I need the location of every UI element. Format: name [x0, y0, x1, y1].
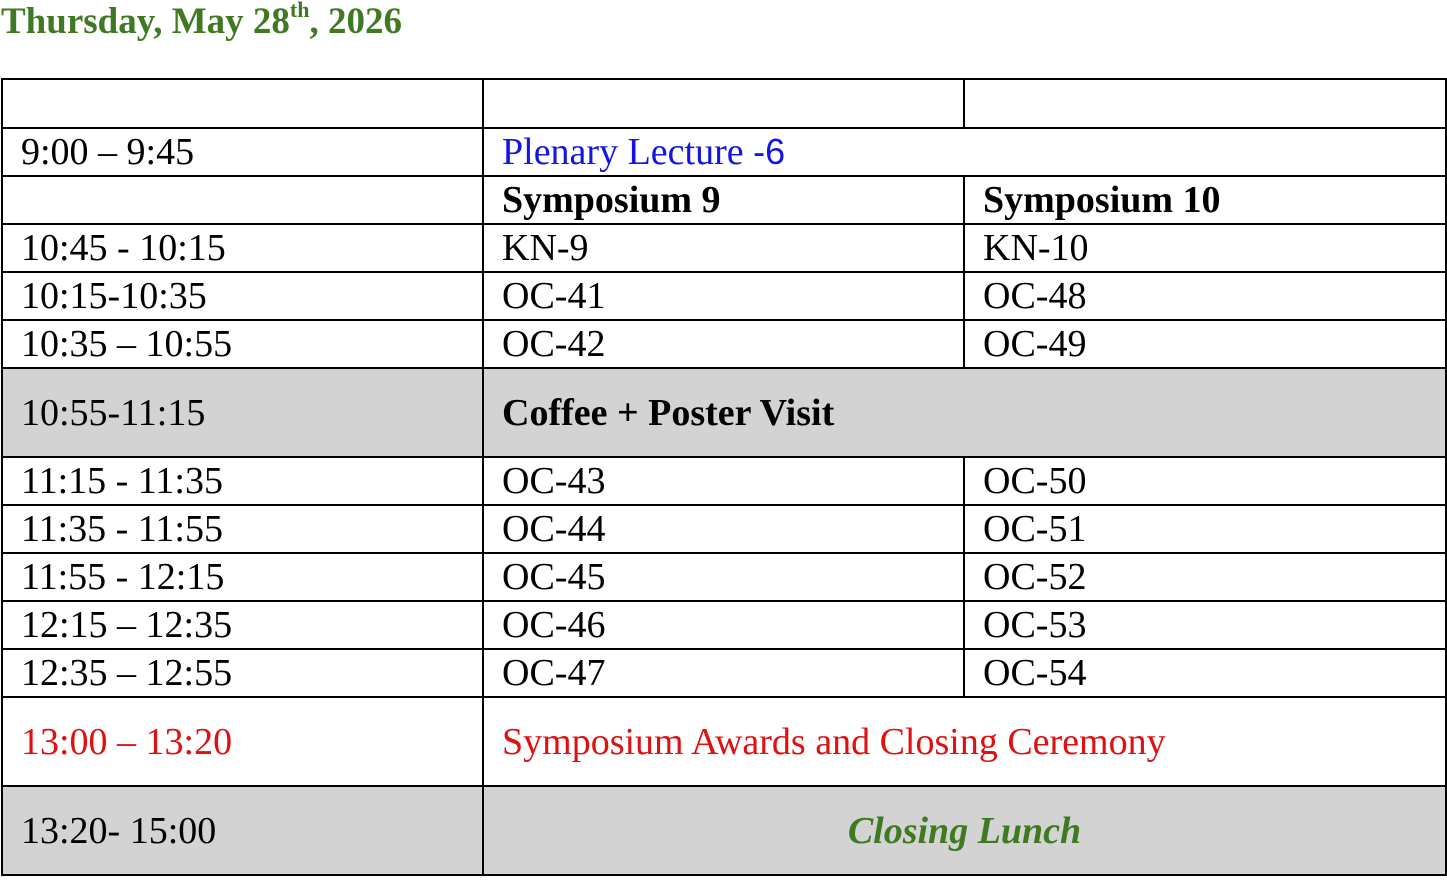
day-title-ordinal: th: [289, 0, 310, 22]
empty-cell: [2, 79, 483, 128]
empty-cell: [483, 79, 964, 128]
session-cell: OC-44: [483, 505, 964, 553]
session-cell: KN-9: [483, 224, 964, 272]
coffee-break-label: Coffee + Poster Visit: [483, 368, 1446, 457]
time-cell: 13:20- 15:00: [2, 786, 483, 875]
session-cell: OC-50: [964, 457, 1446, 505]
session-cell: OC-53: [964, 601, 1446, 649]
time-cell: 9:00 – 9:45: [2, 128, 483, 176]
plenary-label: Plenary Lecture: [502, 131, 754, 173]
symposium-left-heading: Symposium 9: [483, 176, 964, 224]
time-cell: 11:55 - 12:15: [2, 553, 483, 601]
empty-cell: [2, 176, 483, 224]
session-cell: KN-10: [964, 224, 1446, 272]
time-cell: 11:35 - 11:55: [2, 505, 483, 553]
session-cell: OC-47: [483, 649, 964, 697]
plenary-number: -6: [753, 131, 786, 172]
time-cell: 10:35 – 10:55: [2, 320, 483, 368]
table-row: [2, 457, 1446, 505]
symposium-right-heading: Symposium 10: [964, 176, 1446, 224]
table-row: [2, 224, 1446, 272]
session-cell: OC-52: [964, 553, 1446, 601]
session-cell: OC-51: [964, 505, 1446, 553]
table-row: [2, 272, 1446, 320]
time-cell: 12:35 – 12:55: [2, 649, 483, 697]
table-row-closing-lunch: [2, 786, 1446, 875]
day-title-year: , 2026: [309, 1, 402, 42]
session-cell: OC-49: [964, 320, 1446, 368]
session-cell: OC-42: [483, 320, 964, 368]
table-row-closing-ceremony: [2, 697, 1446, 786]
time-cell: 12:15 – 12:35: [2, 601, 483, 649]
session-cell: OC-46: [483, 601, 964, 649]
time-cell: 13:00 – 13:20: [2, 697, 483, 786]
closing-lunch-label: Closing Lunch: [483, 786, 1446, 875]
time-cell: 10:55-11:15: [2, 368, 483, 457]
page-title: [1, 0, 402, 44]
day-title-date: Thursday, May 28: [1, 1, 290, 42]
empty-cell: [964, 79, 1446, 128]
table-row: [2, 320, 1446, 368]
closing-ceremony-label: Symposium Awards and Closing Ceremony: [483, 697, 1446, 786]
session-cell: OC-45: [483, 553, 964, 601]
session-cell: OC-43: [483, 457, 964, 505]
table-row: [2, 553, 1446, 601]
time-cell: 10:15-10:35: [2, 272, 483, 320]
table-row-coffee-break: [2, 368, 1446, 457]
schedule-table: [1, 78, 1447, 876]
table-row-symposia: [2, 176, 1446, 224]
table-row: [2, 505, 1446, 553]
table-row-plenary: [2, 128, 1446, 176]
session-cell: OC-54: [964, 649, 1446, 697]
session-cell: OC-48: [964, 272, 1446, 320]
session-cell: OC-41: [483, 272, 964, 320]
plenary-cell: [483, 128, 1446, 176]
table-row-header-empty: [2, 79, 1446, 128]
time-cell: 11:15 - 11:35: [2, 457, 483, 505]
time-cell: 10:45 - 10:15: [2, 224, 483, 272]
table-row: [2, 601, 1446, 649]
table-row: [2, 649, 1446, 697]
